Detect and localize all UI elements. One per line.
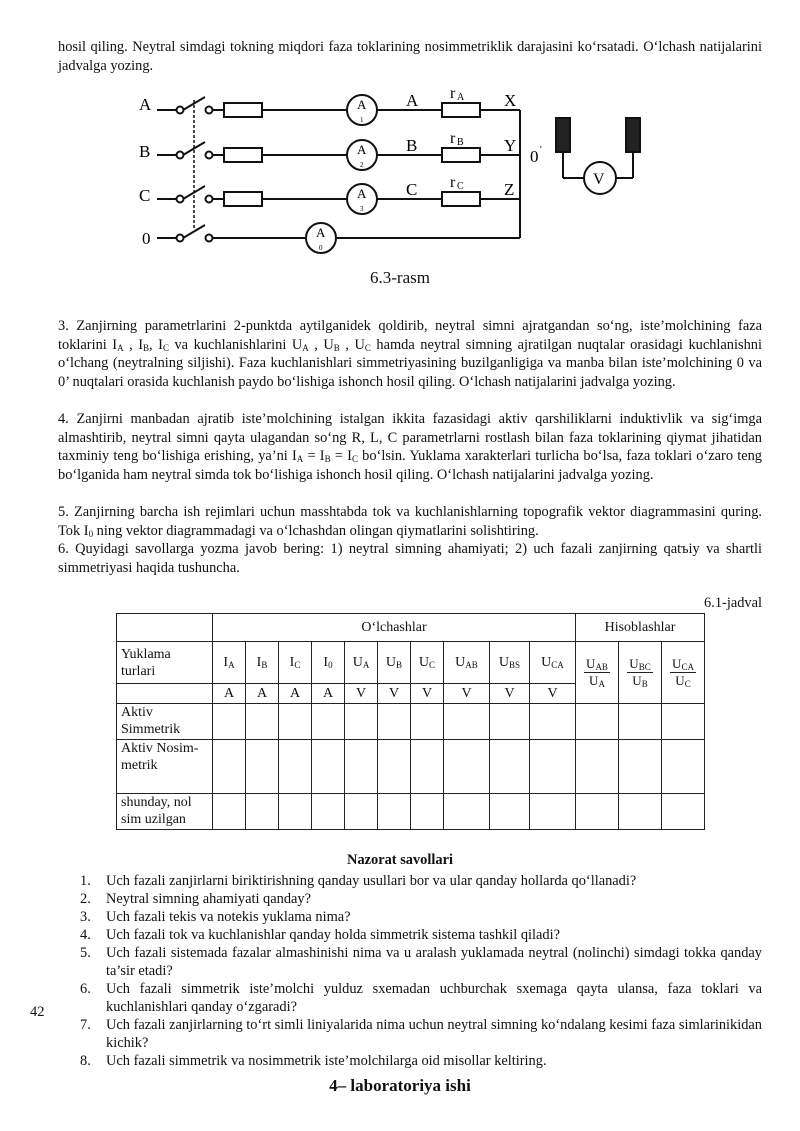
list-item: 8. Uch fazali simmetrik va nosimmetrik iste’molchilarga oid misollar keltiring.: [80, 1053, 547, 1069]
col-header-i0: $I_0$: [312, 642, 345, 684]
col-header-ia: $I_A$: [213, 642, 246, 684]
ammeter-2-label: A: [357, 142, 367, 157]
page-number: 42: [30, 1004, 45, 1020]
resistor-b-label: r: [450, 130, 456, 147]
resistor-c-label: r: [450, 174, 456, 191]
phase-label-b: B: [406, 136, 418, 155]
intro-paragraph: [58, 38, 762, 75]
unit-cell: V: [345, 684, 378, 704]
col-header-ubs: $U_{BS}$: [490, 642, 530, 684]
col-header-ua: $U_A$: [345, 642, 378, 684]
list-item: 7. Uch fazali zanjirlarning to‘rt simli liniyalarida nima uchun neytral simning ko‘ndalang kesimi faza simlarinikidan kichik?: [80, 1017, 762, 1051]
next-lab-title: 4– laboratoriya ishi: [329, 1076, 471, 1095]
ammeter-1-sub: 1: [360, 116, 364, 124]
unit-cell: A: [279, 684, 312, 704]
unit-cell: A: [312, 684, 345, 704]
group-header-measure: O‘lchashlar: [213, 614, 576, 642]
phase-label-c: C: [406, 180, 418, 199]
col-header-ic: $I_C$: [279, 642, 312, 684]
unit-cell: V: [490, 684, 530, 704]
end-label-z: Z: [504, 180, 515, 199]
table-row: [117, 794, 705, 830]
phase-label-a: A: [406, 91, 419, 110]
unit-cell: V: [411, 684, 444, 704]
step-4-paragraph: 4. Zanjirni manbadan ajratib iste’molchining istalgan ikkita fazasidagi aktiv qarshiliklarni induktivlik va sig‘imga almashtirib, neytral simni qayta ulagandan so‘ng R, L, C parametrlarni rostlash bilan faza toklarining qiymat jihatidan taxminiy teng bo‘lishiga erishing, ya’ni $I_A = I_B = I_C$ bo‘lsin. Yuklama xarakterlari turlicha bo‘lsa, faza toklari o‘zaro teng bo‘lganida ham neytral simda tok bo‘lishiga ishonch hosil qiling. O‘lchash natijalarini jadvalga yozing.: [58, 411, 762, 483]
calc-header-uca-uc: $\frac{U_{CA}}{U_C}$: [662, 642, 705, 704]
end-label-y: Y: [504, 136, 517, 155]
row-label-active-symmetric: Aktiv Simmetrik: [117, 704, 213, 740]
resistor-a-sub: A: [457, 92, 465, 103]
ammeter-3-label: A: [357, 186, 367, 201]
row-header-cell: Yuklama turlari: [117, 642, 213, 684]
list-item: 2. Neytral simning ahamiyati qanday?: [80, 891, 312, 907]
list-item: 1. Uch fazali zanjirlarni biriktirishning qanday usullari bor va ular qanday hollarda qo‘llanadi?: [80, 873, 637, 889]
unit-cell: V: [444, 684, 490, 704]
step-5-paragraph: 5. Zanjirning barcha ish rejimlari uchun masshtabda tok va kuchlanishlarning topografik vektor diagrammasini quring. Tok $I_0$ ning vektor diagrammadagi va o‘lchashdan olingan qiymatlarini solishtiring.: [58, 504, 762, 539]
control-questions-title: Nazorat savollari: [347, 852, 453, 868]
results-table: [116, 613, 705, 830]
list-item: 6. Uch fazali simmetrik iste’molchi yulduz sxemadan uchburchak sxemaga qayta ulansa, faza toklari va kuchlanishlari qanday o‘zgaradi?: [80, 981, 762, 1015]
source-label-b: B: [139, 142, 151, 161]
row-label-active-asymmetric: Aktiv Nosim-metrik: [117, 740, 213, 794]
circuit-diagram: [0, 80, 800, 260]
ammeter-3-sub: 3: [360, 205, 364, 213]
col-header-ub: $U_B$: [378, 642, 411, 684]
calc-header-uab-ua: $\frac{U_{AB}}{U_A}$: [576, 642, 619, 704]
control-questions-list: [58, 872, 762, 1070]
list-item: 4. Uch fazali tok va kuchlanishlar qanday holda simmetrik sistema tashkil qiladi?: [80, 927, 560, 943]
resistor-b-sub: B: [457, 137, 464, 148]
end-label-x: X: [504, 91, 517, 110]
col-header-uab: $U_{AB}$: [444, 642, 490, 684]
source-label-0: 0: [142, 229, 151, 248]
ammeter-0-sub: 0: [319, 244, 323, 252]
resistor-c-sub: C: [457, 181, 464, 192]
resistor-a-label: r: [450, 85, 456, 102]
figure-caption: 6.3-rasm: [370, 268, 430, 287]
step-6-paragraph: 6. Quyidagi savollarga yozma javob bering: 1) neytral simning ahamiyati; 2) uch fazali zanjirning qatъiy va shartli simmetriyasi haqida tushuncha.: [58, 541, 762, 576]
table-corner-cell: [117, 614, 213, 642]
col-header-uca: $U_{CA}$: [530, 642, 576, 684]
intro-text: hosil qiling. Neytral simdagi tokning miqdori faza toklarining nosimmetriklik darajasini ko‘rsatadi. O‘lchash natijalarini jadvalga yozing.: [58, 39, 762, 74]
unit-cell: A: [213, 684, 246, 704]
voltmeter-label: V: [593, 171, 605, 188]
col-header-uc: $U_C$: [411, 642, 444, 684]
table-title: 6.1-jadval: [704, 595, 762, 611]
unit-cell: V: [530, 684, 576, 704]
neutral-point-label: 0: [530, 147, 539, 166]
source-label-c: C: [139, 186, 151, 205]
table-row: [117, 704, 705, 740]
list-item: 5. Uch fazali sistemada fazalar almashinishi nima va u aralash yuklamada neytral (nolinchi) simdagi tokka qanday ta’sir etadi?: [80, 945, 762, 979]
list-item: 3. Uch fazali tekis va notekis yuklama nima?: [80, 909, 351, 925]
unit-cell: V: [378, 684, 411, 704]
group-header-calc: Hisoblashlar: [576, 614, 705, 642]
col-header-ib: $I_B$: [246, 642, 279, 684]
ammeter-0-label: A: [316, 225, 326, 240]
ammeter-1-label: A: [357, 97, 367, 112]
table-row: [117, 740, 705, 794]
row-label-neutral-broken: shunday, nol sim uzilgan: [117, 794, 213, 830]
step-3-paragraph: 3. Zanjirning parametrlarini 2-punktda aytilganidek qoldirib, neytral simni ajratgandan so‘ng, iste’molchining faza toklarini $I_A$ , $I_B$, $I_C$ va kuchlanishlarini $U_A$ , $U_B$ , $U_C$ hamda neytral simning ajratilgan nuqtalar orasidagi kuchlanishni o‘lchang (neytralning siljishi). Faza kuchlanishlari simmetriyasining buzilganligiga va manba bilan iste’molchining 0 va 0’ nuqtalari orasida kuchlanish paydo bo‘lishiga ishonch hosil qiling. O‘lchash natijalarini jadvalga yozing.: [58, 318, 762, 390]
unit-cell: A: [246, 684, 279, 704]
units-row-label: [117, 684, 213, 704]
calc-header-ubc-ub: $\frac{U_{BC}}{U_B}$: [619, 642, 662, 704]
source-label-a: A: [139, 95, 152, 114]
neutral-point-prime: ': [540, 145, 542, 156]
ammeter-2-sub: 2: [360, 161, 364, 169]
